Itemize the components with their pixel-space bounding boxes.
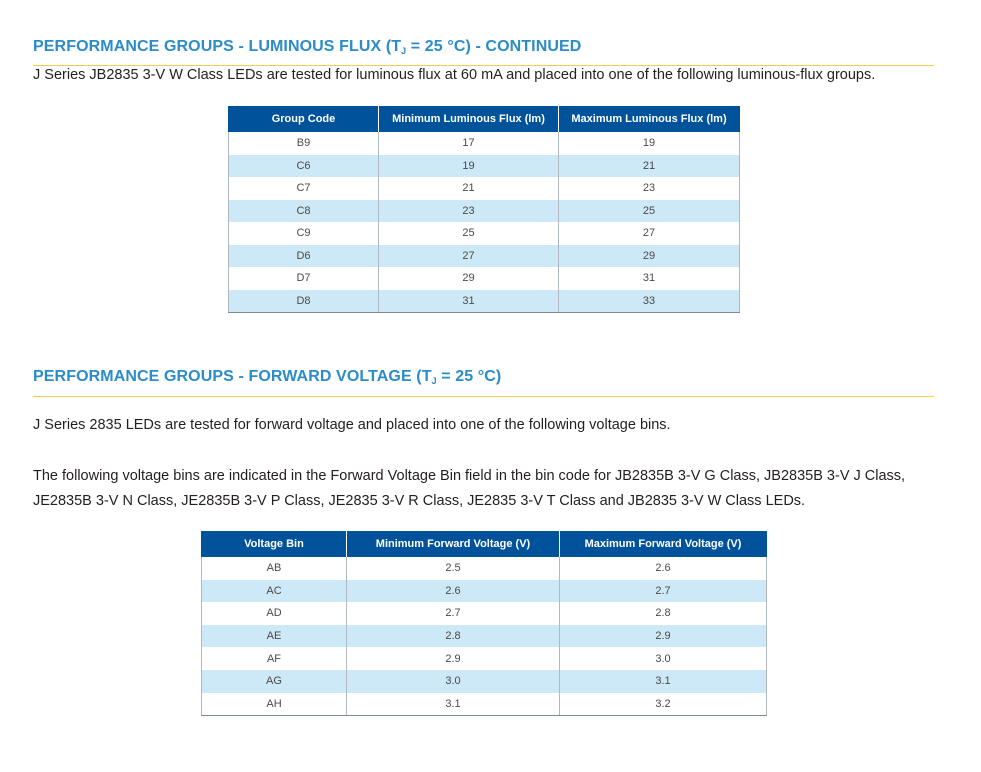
table-cell: 31 (559, 267, 740, 290)
table-cell: 29 (559, 245, 740, 268)
table-cell: 2.8 (347, 625, 560, 648)
table-cell: 21 (379, 177, 559, 200)
table-cell: 2.6 (347, 580, 560, 603)
table-cell: 31 (379, 290, 559, 313)
table-cell: 29 (379, 267, 559, 290)
table-row (229, 132, 740, 155)
table-cell: 33 (559, 290, 740, 313)
table-row (202, 602, 767, 625)
voltage-bin-header: Voltage Bin (202, 531, 347, 557)
table-cell: 27 (379, 245, 559, 268)
min-flux-header: Minimum Luminous Flux (lm) (379, 106, 559, 132)
table-cell: 17 (379, 132, 559, 155)
table-cell: AH (202, 693, 347, 716)
table-cell: 19 (379, 155, 559, 178)
table-cell: 21 (559, 155, 740, 178)
voltage-bin-note: The following voltage bins are indicated in the Forward Voltage Bin field in the bin code for JB2835B 3-V G Class, JB2835B 3-V J Class, JE2835B 3-V N Class, JE2835B 3-V P Class, JE2835 3-V R Class, JE2835 3-V T Class and JB2835 3-V W Class LEDs. (33, 468, 906, 509)
table-cell: D7 (229, 267, 379, 290)
table-row (202, 625, 767, 648)
table-cell: 2.7 (347, 602, 560, 625)
table-cell: D6 (229, 245, 379, 268)
table-cell: AG (202, 670, 347, 693)
table-cell: 2.9 (347, 647, 560, 670)
table-cell: AE (202, 625, 347, 648)
table-row (202, 647, 767, 670)
luminous-flux-table (228, 106, 740, 313)
table-row (229, 245, 740, 268)
min-voltage-header: Minimum Forward Voltage (V) (347, 531, 560, 557)
table-cell: 19 (559, 132, 740, 155)
table-row (229, 267, 740, 290)
table-row (229, 290, 740, 313)
table-cell: C6 (229, 155, 379, 178)
table-cell: 2.5 (347, 557, 560, 580)
table-cell: 23 (559, 177, 740, 200)
table-cell: 2.6 (560, 557, 767, 580)
table-cell: C7 (229, 177, 379, 200)
section-divider (33, 396, 934, 397)
table-row (202, 693, 767, 716)
max-voltage-header: Maximum Forward Voltage (V) (560, 531, 767, 557)
table-row (202, 670, 767, 693)
table-row (202, 557, 767, 580)
luminous-flux-description: J Series JB2835 3-V W Class LEDs are tested for luminous flux at 60 mA and placed into one of the following luminous-flux groups. (33, 67, 876, 83)
table-cell: 2.8 (560, 602, 767, 625)
table-cell: 2.9 (560, 625, 767, 648)
table-cell: 3.2 (560, 693, 767, 716)
forward-voltage-description: J Series 2835 LEDs are tested for forward voltage and placed into one of the following voltage bins. (33, 417, 671, 433)
luminous-flux-heading: PERFORMANCE GROUPS - LUMINOUS FLUX ($T_J = 25$ °C) - CONTINUED (33, 38, 582, 56)
table-header-row (229, 106, 740, 132)
table-cell: 3.1 (347, 693, 560, 716)
table-row (229, 222, 740, 245)
table-cell: AB (202, 557, 347, 580)
table-row (229, 200, 740, 223)
table-cell: D8 (229, 290, 379, 313)
table-cell: B9 (229, 132, 379, 155)
max-flux-header: Maximum Luminous Flux (lm) (559, 106, 740, 132)
table-cell: 23 (379, 200, 559, 223)
table-cell: 2.7 (560, 580, 767, 603)
table-cell: 3.0 (560, 647, 767, 670)
table-cell: C9 (229, 222, 379, 245)
table-cell: 3.1 (560, 670, 767, 693)
table-cell: 25 (559, 200, 740, 223)
table-cell: AD (202, 602, 347, 625)
table-cell: 25 (379, 222, 559, 245)
table-header-row (202, 531, 767, 557)
table-row (202, 580, 767, 603)
table-cell: 3.0 (347, 670, 560, 693)
table-cell: AF (202, 647, 347, 670)
table-row (229, 155, 740, 178)
forward-voltage-heading: PERFORMANCE GROUPS - FORWARD VOLTAGE ($T_J = 25$ °C) (33, 368, 502, 386)
table-cell: 27 (559, 222, 740, 245)
forward-voltage-table (201, 531, 767, 716)
table-row (229, 177, 740, 200)
table-cell: C8 (229, 200, 379, 223)
group-code-header: Group Code (229, 106, 379, 132)
table-cell: AC (202, 580, 347, 603)
